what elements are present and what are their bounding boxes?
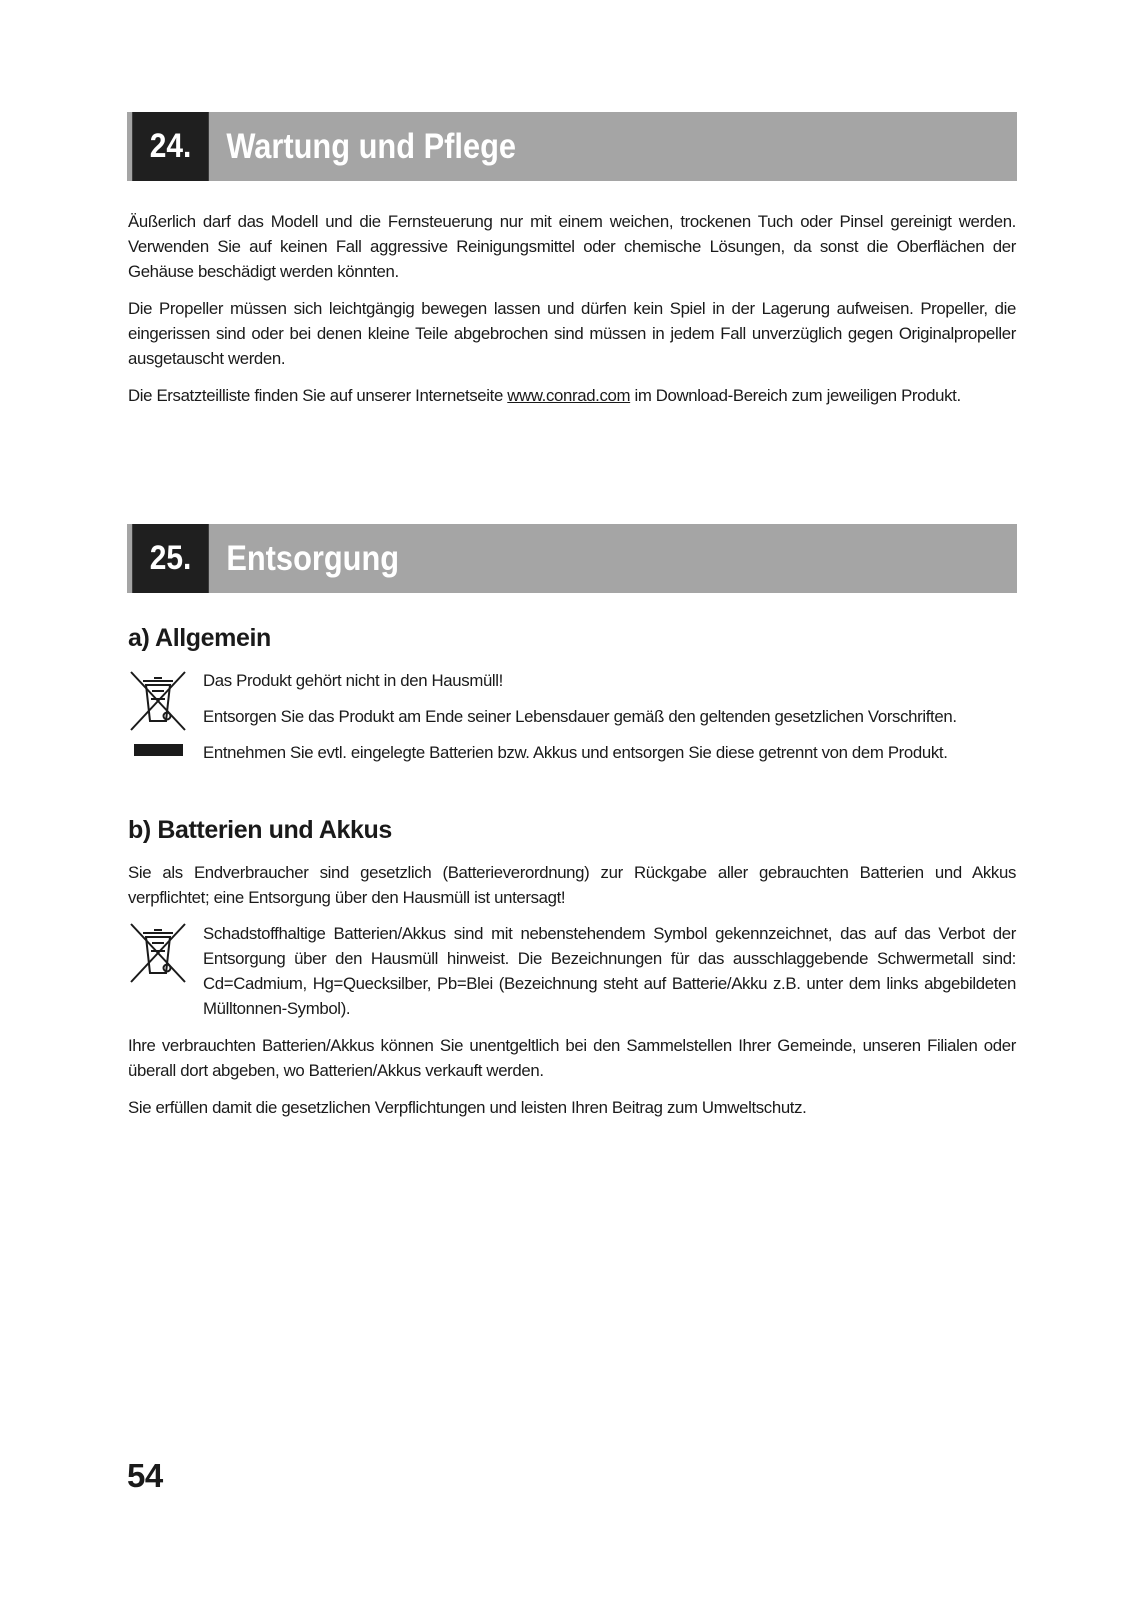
section-24-number: 24. xyxy=(132,112,209,181)
maintenance-paragraph-2: Die Propeller müssen sich leichtgängig bewegen lassen und dürfen kein Spiel in der Lagerung aufweisen. Propeller, die eingerissen sind oder bei denen kleine Teile abgebrochen sind müssen in jedem Fall unverzüglich gegen Originalpropeller ausgetauscht werden. xyxy=(128,299,1016,368)
section-25-title: Entsorgung xyxy=(226,539,400,578)
solid-bar-icon xyxy=(134,744,183,756)
general-line-3: Entnehmen Sie evtl. eingelegte Batterien bzw. Akkus und entsorgen Sie diese getrennt von dem Produkt. xyxy=(203,743,948,762)
batteries-paragraph-2: Schadstoffhaltige Batterien/Akkus sind mit nebenstehendem Symbol gekennzeichnet, das auf das Verbot der Entsorgung über den Hausmüll hinweist. Die Bezeichnungen für das ausschlaggebende Schwermetall sind: Cd=Cadmium, Hg=Quecksilber, Pb=Blei (Bezeichnung steht auf Batterie/Akku z.B. unter dem links abgebildeten Mülltonnen-Symbol). xyxy=(203,924,1016,1018)
batteries-paragraph-4: Sie erfüllen damit die gesetzlichen Verpflichtungen und leisten Ihren Beitrag zum Umweltschutz. xyxy=(128,1098,807,1117)
batteries-paragraph-1: Sie als Endverbraucher sind gesetzlich (Batterieverordnung) zur Rückgabe aller gebrauchten Batterien und Akkus verpflichtet; eine Entsorgung über den Hausmüll ist untersagt! xyxy=(128,863,1016,907)
subheading-batteries: b) Batterien und Akkus xyxy=(128,816,392,844)
section-25-number: 25. xyxy=(132,524,209,593)
section-24-title: Wartung und Pflege xyxy=(226,127,517,166)
page-number: 54 xyxy=(127,1457,163,1494)
subheading-general: a) Allgemein xyxy=(128,624,271,652)
section-25-header xyxy=(127,524,1017,593)
general-line-1: Das Produkt gehört nicht in den Hausmüll! xyxy=(203,671,503,690)
conrad-website-link[interactable]: www.conrad.com xyxy=(507,386,631,405)
general-line-2: Entsorgen Sie das Produkt am Ende seiner Lebensdauer gemäß den geltenden gesetzlichen Vorschriften. xyxy=(203,707,957,726)
maintenance-paragraph-1: Äußerlich darf das Modell und die Fernsteuerung nur mit einem weichen, trockenen Tuch oder Pinsel gereinigt werden. Verwenden Sie auf keinen Fall aggressive Reinigungsmittel oder chemische Lösungen, da sonst die Oberflächen der Gehäuse beschädigt werden könnten. xyxy=(128,212,1016,281)
crossed-out-wheelie-bin-icon xyxy=(128,921,188,985)
maintenance-paragraph-3: Die Ersatzteilliste finden Sie auf unserer Internetseite www.conrad.com im Download-Bereich zum jeweiligen Produkt. xyxy=(128,386,961,405)
crossed-out-wheelie-bin-icon xyxy=(128,669,188,733)
section-24-header xyxy=(127,112,1017,181)
batteries-paragraph-3: Ihre verbrauchten Batterien/Akkus können Sie unentgeltlich bei den Sammelstellen Ihrer Gemeinde, unseren Filialen oder überall dort abgeben, wo Batterien/Akkus verkauft werden. xyxy=(128,1036,1016,1080)
